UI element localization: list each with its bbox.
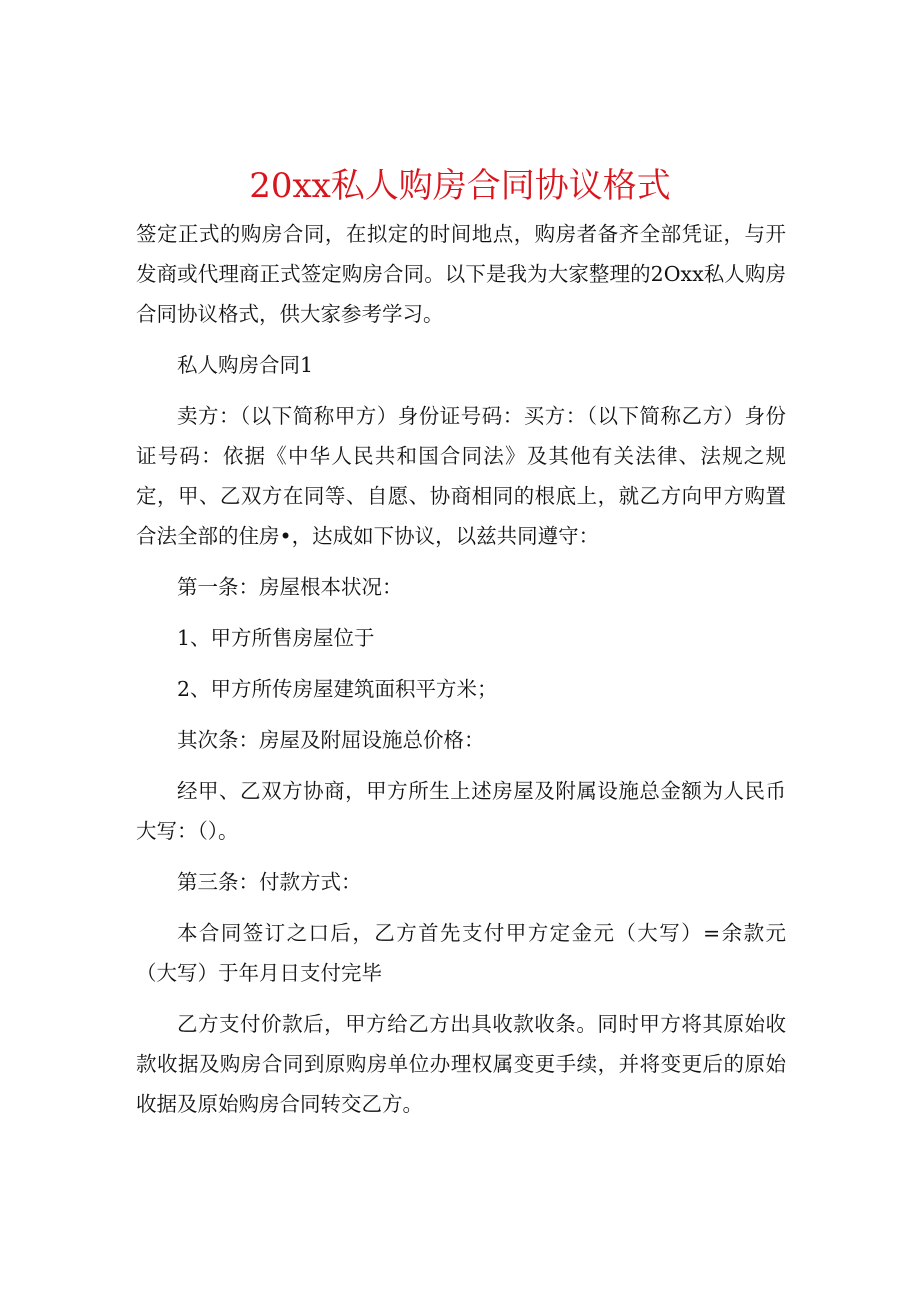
article-two-paragraph: 经甲、乙双方协商，甲方所生上述房屋及附属设施总金额为人民币大写：（）。 — [136, 779, 786, 843]
contract-heading: 私人购房合同1 — [177, 353, 314, 377]
payment-receipt-paragraph: 乙方支付价款后，甲方给乙方出具收款收条。同时甲方将其原始收款收据及购房合同到原购房单位办理权属变更手续，并将变更后的原始收据及原始购房合同转交乙方。 — [136, 1012, 786, 1116]
parties-paragraph: 卖方：（以下简称甲方）身份证号码：买方：（以下简称乙方）身份证号码：依据《中华人民共和国合同法》及其他有关法律、法规之规定，甲、乙双方在同等、自愿、协商相同的根底上，就乙方向甲方购置合法全部的住房•，达成如下协议，以兹共同遵守： — [136, 404, 786, 548]
document-title: 20xx私人购房合同协议格式 — [249, 165, 671, 206]
article-two-heading: 其次条：房屋及附屈设施总价格： — [177, 728, 485, 752]
article-one-item-1: 1、甲方所售房屋位于 — [177, 626, 375, 650]
article-three-paragraph: 本合同签订之口后，乙方首先支付甲方定金元（大写）=余款元（大写）于年月日支付完毕 — [136, 921, 786, 985]
intro-paragraph: 签定正式的购房合同，在拟定的时间地点，购房者备齐全部凭证，与开发商或代理商正式签定购房合同。以下是我为大家整理的2Oxx私人购房合同协议格式，供大家参考学习。 — [136, 222, 786, 326]
article-three-heading: 第三条：付款方式： — [177, 870, 362, 894]
article-one-heading: 第一条：房屋根本状况： — [177, 575, 403, 599]
document-body — [136, 214, 786, 1124]
article-one-item-2: 2、甲方所传房屋建筑面积平方米； — [177, 677, 498, 701]
